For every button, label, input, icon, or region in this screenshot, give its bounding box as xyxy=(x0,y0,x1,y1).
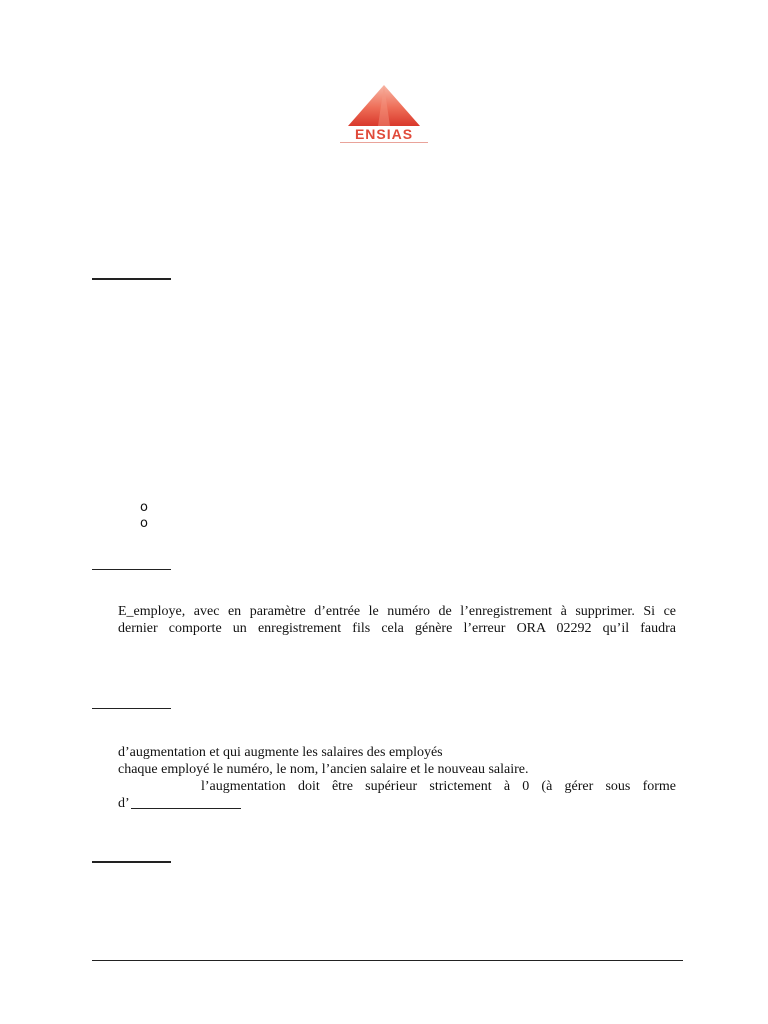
triangle-logo-icon xyxy=(334,82,434,128)
section3-line-2: chaque employé le numéro, le nom, l’ancien salaire et le nouveau salaire. xyxy=(118,762,529,777)
section2-line-1: E_employe, avec en paramètre d’entrée le numéro de l’enregistrement à supprimer. Si ce xyxy=(118,604,676,619)
logo-underline xyxy=(340,142,428,143)
section2-line-2: dernier comporte un enregistrement fils cela génère l’erreur ORA 02292 qu’il faudra xyxy=(118,621,676,636)
section-heading-underline-2 xyxy=(92,569,171,570)
bullet-1: o xyxy=(140,500,148,515)
logo-text: ENSIAS xyxy=(354,126,414,142)
section-heading-underline-4 xyxy=(92,861,171,863)
footer-rule xyxy=(92,960,683,961)
section3-line-3: l’augmentation doit être supérieur strictement à 0 (à gérer sous forme xyxy=(201,779,676,794)
section-heading-underline-1 xyxy=(92,278,171,280)
fill-in-blank-line xyxy=(131,808,241,809)
section-heading-underline-3 xyxy=(92,708,171,709)
section3-line-1: d’augmentation et qui augmente les salaires des employés xyxy=(118,745,443,760)
ensias-logo xyxy=(334,82,434,144)
section3-line-4: d’ xyxy=(118,796,130,811)
bullet-2: o xyxy=(140,516,148,531)
